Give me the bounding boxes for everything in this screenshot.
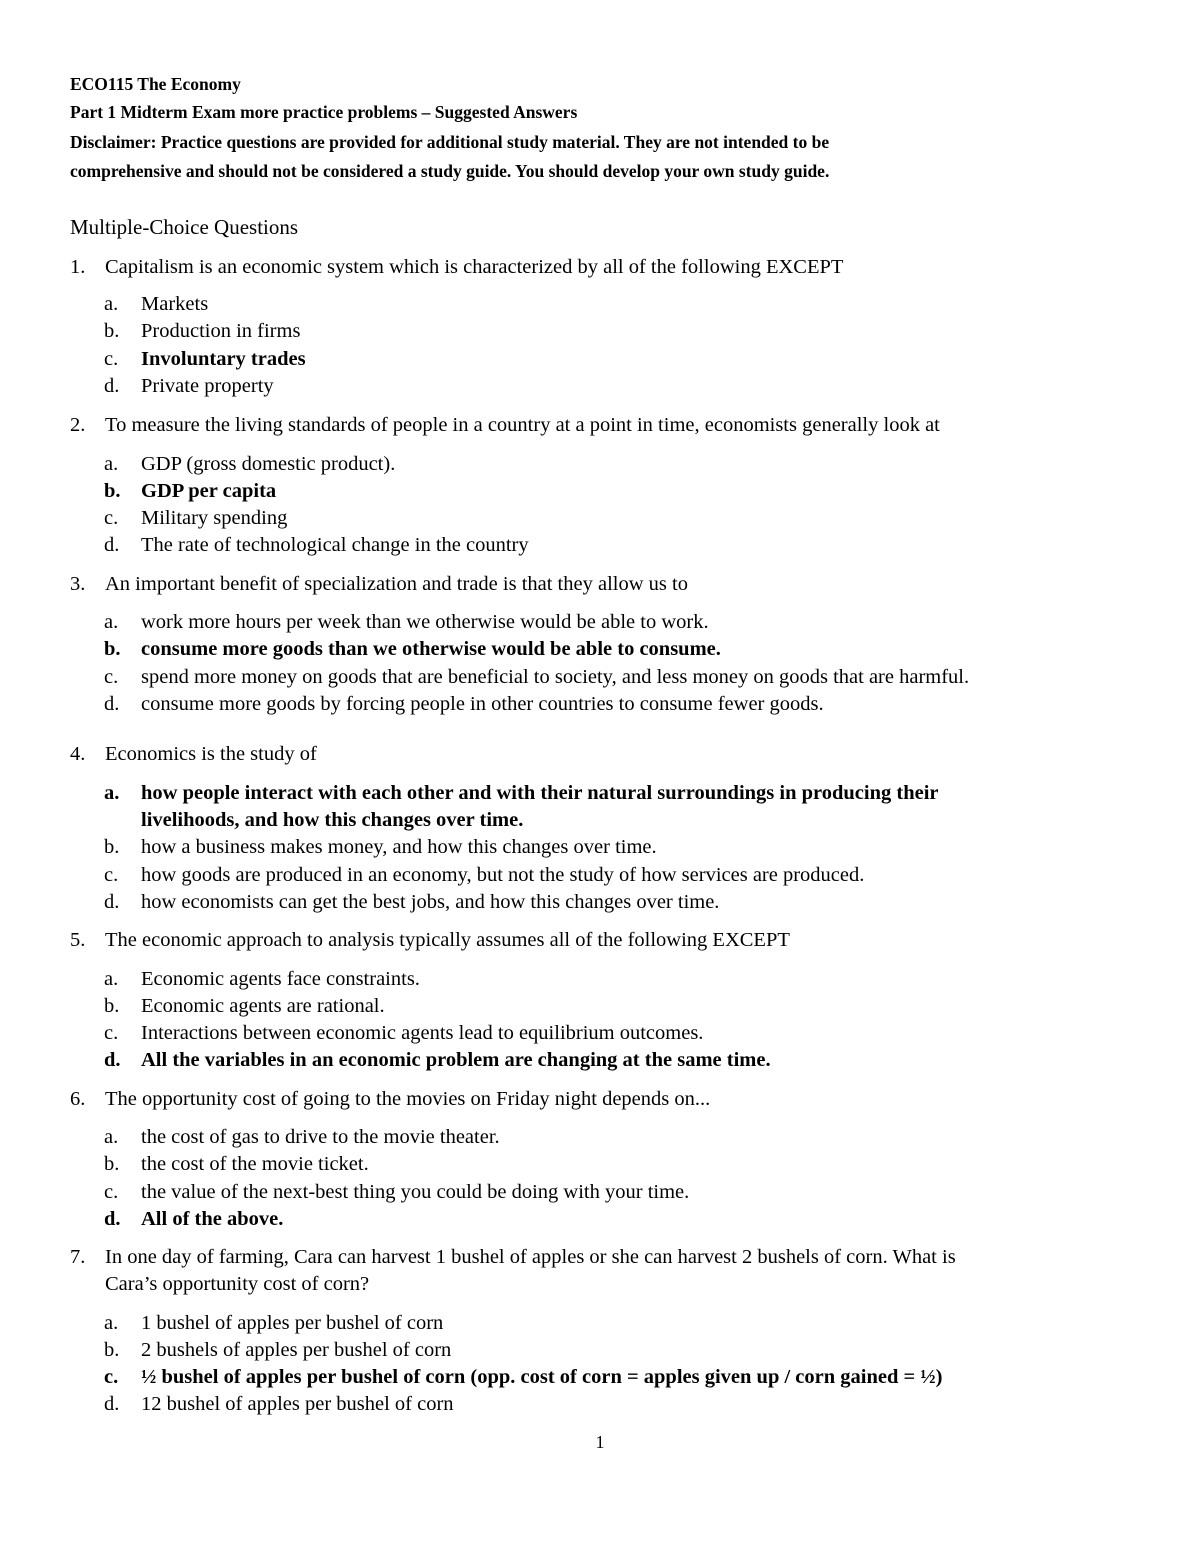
question-number: 2. (70, 414, 86, 436)
option-text-continued: livelihoods, and how this changes over time. (141, 809, 524, 831)
option-letter: a. (104, 1126, 119, 1148)
question-text-continued: Cara’s opportunity cost of corn? (105, 1273, 370, 1295)
option-text: GDP per capita (141, 480, 277, 502)
option-text: Private property (141, 375, 274, 397)
option-text: The rate of technological change in the country (141, 534, 529, 556)
option-letter: d. (104, 1393, 120, 1415)
option-text: how economists can get the best jobs, and how this changes over time. (141, 891, 720, 913)
option-letter: b. (104, 836, 120, 858)
option-letter: b. (104, 638, 121, 660)
option-text: the cost of gas to drive to the movie theater. (141, 1126, 500, 1148)
option-text: how people interact with each other and with their natural surroundings in producing their (141, 782, 939, 804)
option-letter: a. (104, 453, 119, 475)
option-text: Production in firms (141, 320, 301, 342)
page-number: 1 (595, 1432, 605, 1452)
option-letter: c. (104, 1022, 119, 1044)
option-letter: a. (104, 293, 119, 315)
option-text: Involuntary trades (141, 348, 306, 370)
option-text: 2 bushels of apples per bushel of corn (141, 1339, 452, 1361)
question-text: In one day of farming, Cara can harvest 1 bushel of apples or she can harvest 2 bushels of corn. What is (105, 1246, 956, 1268)
option-letter: a. (104, 611, 119, 633)
option-letter: c. (104, 507, 119, 529)
option-text: how a business makes money, and how this changes over time. (141, 836, 657, 858)
option-text: All the variables in an economic problem are changing at the same time. (141, 1049, 771, 1071)
option-text: Economic agents are rational. (141, 995, 385, 1017)
option-letter: a. (104, 1312, 119, 1334)
question-text: Economics is the study of (105, 743, 317, 765)
option-text: Interactions between economic agents lead to equilibrium outcomes. (141, 1022, 704, 1044)
option-text: Military spending (141, 507, 288, 529)
option-letter: d. (104, 891, 120, 913)
option-letter: d. (104, 375, 120, 397)
question-text: Capitalism is an economic system which is characterized by all of the following EXCEPT (105, 256, 844, 278)
question-number: 6. (70, 1088, 86, 1110)
course-title: ECO115 The Economy (70, 74, 241, 94)
question-text: To measure the living standards of people in a country at a point in time, economists generally look at (105, 414, 940, 436)
option-letter: a. (104, 782, 120, 804)
option-text: consume more goods by forcing people in other countries to consume fewer goods. (141, 693, 824, 715)
disclaimer-line-1: Disclaimer: Practice questions are provided for additional study material. They are not intended to be (70, 132, 830, 152)
question-number: 5. (70, 929, 86, 951)
question-number: 4. (70, 743, 86, 765)
question-number: 3. (70, 573, 86, 595)
option-letter: d. (104, 693, 120, 715)
disclaimer-line-2: comprehensive and should not be considered a study guide. You should develop your own study guide. (70, 161, 830, 181)
option-text: Markets (141, 293, 209, 315)
option-text: All of the above. (141, 1208, 284, 1230)
option-letter: d. (104, 1208, 121, 1230)
option-text: the cost of the movie ticket. (141, 1153, 369, 1175)
option-letter: b. (104, 995, 120, 1017)
option-text: work more hours per week than we otherwise would be able to work. (141, 611, 709, 633)
option-text: spend more money on goods that are beneficial to society, and less money on goods that are harmful. (141, 666, 970, 688)
option-text: the value of the next-best thing you could be doing with your time. (141, 1181, 690, 1203)
option-letter: c. (104, 1366, 119, 1388)
question-text: An important benefit of specialization and trade is that they allow us to (105, 573, 688, 595)
question-text: The opportunity cost of going to the movies on Friday night depends on... (105, 1088, 711, 1110)
option-letter: d. (104, 534, 120, 556)
option-letter: b. (104, 320, 120, 342)
option-text: 1 bushel of apples per bushel of corn (141, 1312, 444, 1334)
option-text: GDP (gross domestic product). (141, 453, 396, 475)
option-letter: c. (104, 1181, 119, 1203)
question-number: 1. (70, 256, 86, 278)
option-letter: b. (104, 1153, 120, 1175)
question-text: The economic approach to analysis typically assumes all of the following EXCEPT (105, 929, 790, 951)
option-letter: b. (104, 480, 121, 502)
option-text: how goods are produced in an economy, but not the study of how services are produced. (141, 864, 865, 886)
section-title: Multiple-Choice Questions (70, 215, 299, 239)
option-letter: c. (104, 666, 119, 688)
option-text: Economic agents face constraints. (141, 968, 420, 990)
option-letter: a. (104, 968, 119, 990)
option-letter: b. (104, 1339, 120, 1361)
option-letter: c. (104, 348, 119, 370)
option-letter: d. (104, 1049, 121, 1071)
question-number: 7. (70, 1246, 86, 1268)
option-text: consume more goods than we otherwise would be able to consume. (141, 638, 721, 660)
exam-subtitle: Part 1 Midterm Exam more practice problems – Suggested Answers (70, 102, 578, 122)
option-text: 12 bushel of apples per bushel of corn (141, 1393, 454, 1415)
option-text: ½ bushel of apples per bushel of corn (opp. cost of corn = apples given up / corn gained = ½) (141, 1366, 943, 1388)
option-letter: c. (104, 864, 119, 886)
